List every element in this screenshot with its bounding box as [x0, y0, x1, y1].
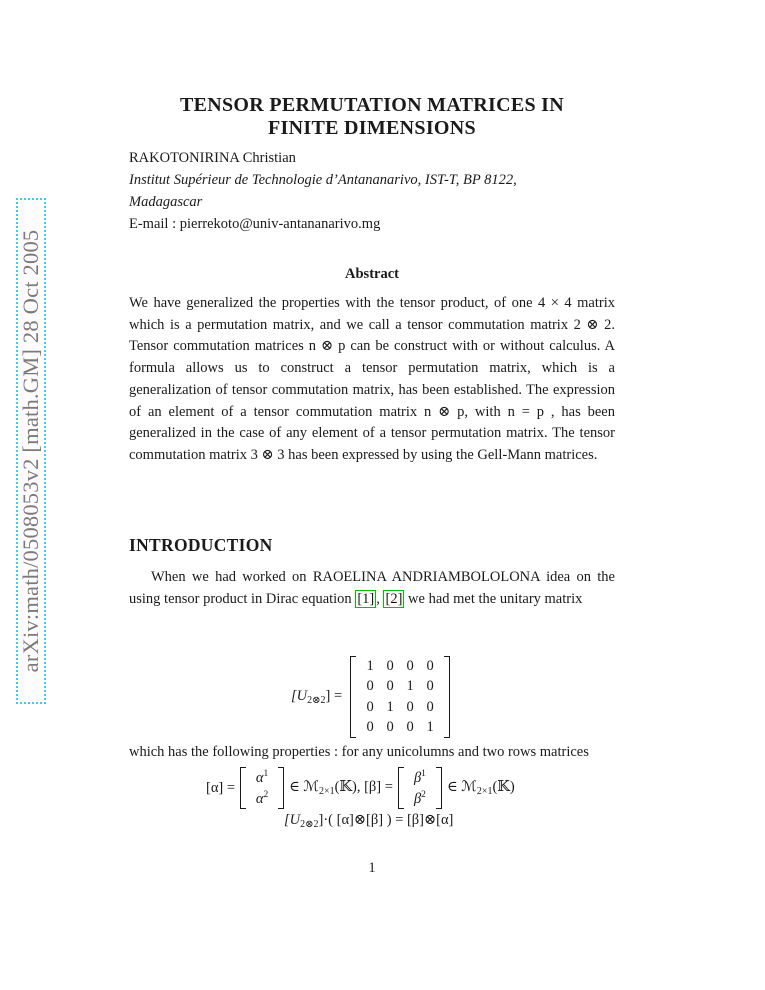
- abstract-text: We have generalized the properties with the tensor product, of one 4 × 4 matrix which is a permutation matrix, and we call a tensor commutation matrix 2 ⊗ 2. Tensor commutation matrices n ⊗ p can be construct with or without calculus. A formula allows us to construct a tensor permutation matrix, which is a generalization of tensor commutation matrix, has been established. The expression of an element of a tensor commutation matrix n ⊗ p, with n = p , has been generalized in the case of any element of a tensor permutation matrix. The tensor commutation matrix 3 ⊗ 3 has been expressed by using the Gell-Mann matrices.: [129, 295, 615, 463]
- title-line-1: TENSOR PERMUTATION MATRICES IN: [179, 94, 565, 116]
- matrix-entry: 0: [386, 719, 394, 736]
- email: E-mail : pierrekoto@univ-antananarivo.mg: [129, 216, 381, 232]
- beta-space: ∈ ℳ$_{2\times 1}$(𝕂): [446, 779, 515, 797]
- eq1-lhs: $[U_{2\otimes 2}]$ =: [291, 688, 343, 706]
- alpha-space: ∈ ℳ$_{2\times 1}$(𝕂), [β] =: [289, 779, 393, 797]
- equation-commutation: $[U_{2\otimes 2}]\cdot$( [α]⊗[β] ) = [β]⊗[α]: [284, 812, 454, 830]
- properties-text: which has the following properties : for any unicolumns and two rows matrices: [129, 744, 589, 760]
- matrix-entry: 0: [366, 698, 374, 715]
- permutation-matrix: [350, 656, 450, 738]
- equation-alpha-beta: [206, 765, 515, 811]
- beta-entry-1: $\beta^1$: [413, 768, 426, 786]
- matrix-entry: 0: [406, 657, 414, 674]
- matrix-entry: 0: [386, 678, 394, 695]
- abstract-heading: Abstract: [345, 266, 399, 282]
- paper-title: [129, 94, 615, 140]
- affiliation-line-1: Institut Supérieur de Technologie d’Antananarivo, IST-T, BP 8122,: [129, 172, 517, 188]
- intro-paragraph: [129, 567, 615, 610]
- right-bracket: [444, 656, 450, 738]
- alpha-vector: [240, 767, 284, 809]
- matrix-entry: 0: [426, 678, 434, 695]
- matrix-entry: 0: [366, 678, 374, 695]
- matrix-entry: 1: [406, 678, 414, 695]
- title-line-2: FINITE DIMENSIONS: [268, 117, 476, 139]
- section-heading: INTRODUCTION: [129, 535, 273, 555]
- intro-text-end: we had met the unitary matrix: [408, 590, 583, 607]
- author: RAKOTONIRINA Christian: [129, 150, 296, 166]
- matrix-entry: 1: [426, 719, 434, 736]
- matrix-entry: 0: [366, 719, 374, 736]
- matrix-entry: 0: [386, 657, 394, 674]
- page-number: 1: [368, 860, 376, 876]
- cite-separator: ,: [376, 590, 380, 607]
- arxiv-stamp: [16, 198, 46, 704]
- matrix-entry: 0: [406, 698, 414, 715]
- beta-entry-2: $\beta^2$: [413, 789, 426, 807]
- matrix-entry: 0: [426, 657, 434, 674]
- citation-1-link[interactable]: [1]: [357, 590, 375, 607]
- matrix-entry: 1: [386, 698, 394, 715]
- alpha-lhs: [α] =: [206, 779, 236, 796]
- alpha-entry-1: $\alpha^1$: [255, 768, 269, 786]
- arxiv-identifier: arXiv:math/0508053v2 [math.GM] 28 Oct 2005: [18, 229, 43, 673]
- intro-text-start: When we had worked on RAOELINA ANDRIAMBOLOLONA idea on the using tensor product in Dirac equation: [129, 569, 615, 607]
- matrix-entry: 0: [426, 698, 434, 715]
- beta-vector: [398, 767, 442, 809]
- citation-2-link[interactable]: [2]: [385, 590, 403, 607]
- affiliation-line-2: Madagascar: [129, 194, 203, 210]
- equation-unitary-matrix: [291, 656, 450, 738]
- matrix-entry: 0: [406, 719, 414, 736]
- alpha-entry-2: $\alpha^2$: [255, 789, 269, 807]
- matrix-grid: [356, 656, 444, 738]
- matrix-entry: 1: [366, 657, 374, 674]
